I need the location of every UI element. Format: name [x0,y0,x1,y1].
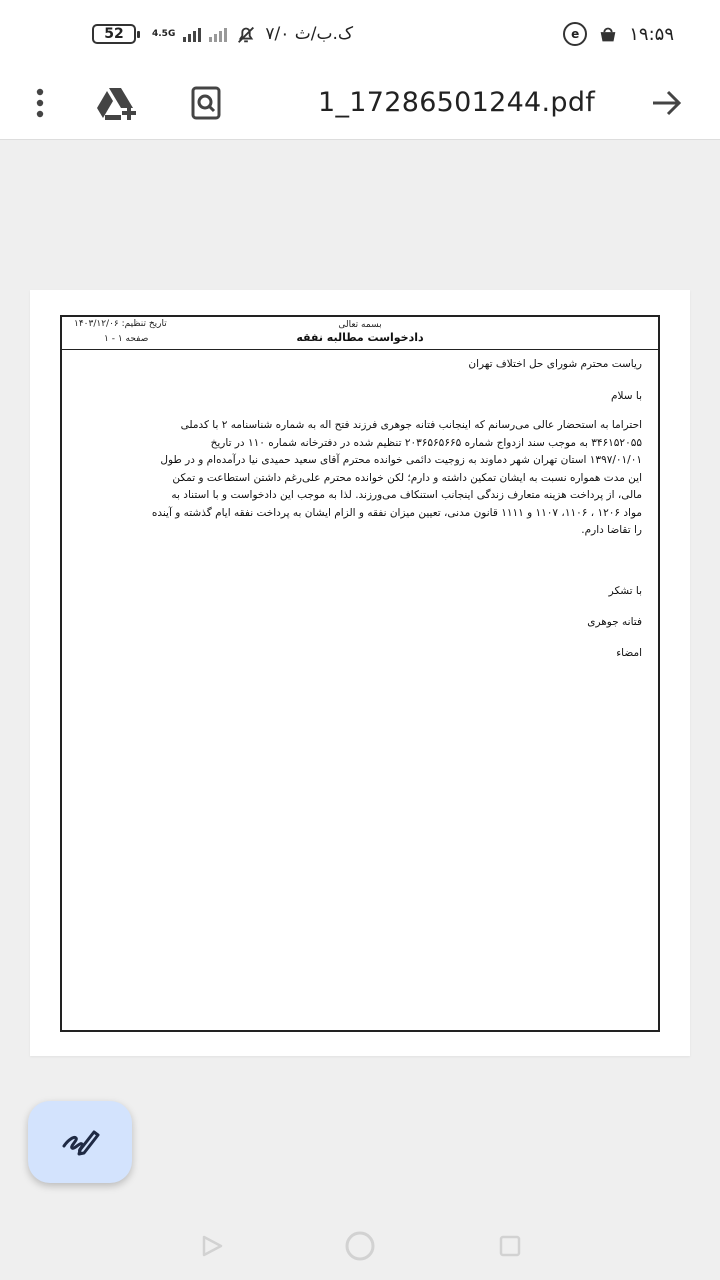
arrow-forward-icon [651,89,683,117]
home-nav-button[interactable] [344,1230,376,1262]
document-title: دادخواست مطالبه نفقه [296,331,424,344]
document-date: تاریخ تنظیم: ۱۴۰۳/۱۲/۰۶ [74,319,167,329]
recents-square-icon [498,1234,522,1258]
petition-line: مالی، از پرداخت هزینه متعارف زندگی اینجانب استنکاف می‌ورزند. لذا به موجب این دادخواست و با استناد به [171,489,642,501]
network-type: 4.5G [152,28,176,39]
annotate-fab-button[interactable] [28,1101,132,1183]
open-with-button[interactable] [644,80,690,126]
signer-name: فتانه جوهری [587,615,642,628]
petition-line: این مدت همواره نسبت به ایشان تمکین داشته و دارم؛ لکن خوانده محترم علی‌رغم داشتن استطاعت و تمکن [172,471,642,484]
find-in-document-button[interactable] [183,80,229,126]
home-circle-icon [344,1230,376,1262]
petition-text [74,417,642,540]
status-left [92,20,353,48]
signal-strength-2-icon [209,26,227,42]
back-nav-button[interactable] [196,1230,228,1262]
addressee: ریاست محترم شورای حل اختلاف تهران [468,358,642,370]
petition-line: احتراما به استحضار عالی می‌رسانم که اینجانب فتانه جوهری فرزند فتح اله به شماره شناسنامه ۲ با کدملی [180,419,642,431]
closing: با تشکر [608,584,642,597]
petition-line: ۳۴۶۱۵۲۰۵۵ به موجب سند ازدواج شماره ۲۰۳۶۵۶۵۶۶۵ تنظیم شده در دفترخانه شماره ۱۱۰ در تاریخ [210,436,642,449]
clock: ۱۹:۵۹ [629,23,674,45]
petition-line: ۱۳۹۷/۰۱/۰۱ استان تهران شهر دماوند به زوجیت دائمی خوانده محترم آقای سعید حمیدی نیا درآمده‌ام و در طول [160,454,642,466]
carrier-label: ۷/۰ ک.ب/ث [265,24,354,44]
status-right [563,20,674,48]
petition-line: را تقاضا دارم. [581,524,642,536]
basmala: بسمه تعالی [338,320,382,330]
muted-bell-icon [235,23,257,45]
status-bar [0,0,720,66]
page-number: صفحه ۱ - ۱ [104,334,149,344]
back-triangle-icon [200,1235,224,1257]
page-search-icon [190,86,222,120]
letter-body [74,355,642,662]
recents-nav-button[interactable] [494,1230,526,1262]
app-notification-icon: e [563,22,587,46]
add-to-drive-button[interactable] [94,80,140,126]
more-vert-icon [35,88,45,118]
greeting: با سلام [610,390,642,402]
document-border [60,315,660,1032]
pen-scribble-icon [60,1124,100,1160]
battery-indicator: 52 [92,24,136,44]
shopping-bag-icon [597,23,619,45]
system-nav-bar [0,1210,720,1280]
signal-strength-icon [183,26,201,42]
more-options-button[interactable] [17,80,63,126]
document-header [62,317,658,350]
drive-add-icon [95,86,139,120]
pdf-page[interactable] [30,290,690,1056]
petition-line: مواد ۱۲۰۶ ، ۱۱۰۶، ۱۱۰۷ و ۱۱۱۱ قانون مدنی، تعیین میزان نفقه و الزام ایشان به پرداخت نفقه ایام گذشته و آینده [151,506,642,519]
signature-label: امضاء [616,646,642,659]
file-name: 1_17286501244.pdf [318,87,596,118]
pdf-toolbar [0,66,720,140]
